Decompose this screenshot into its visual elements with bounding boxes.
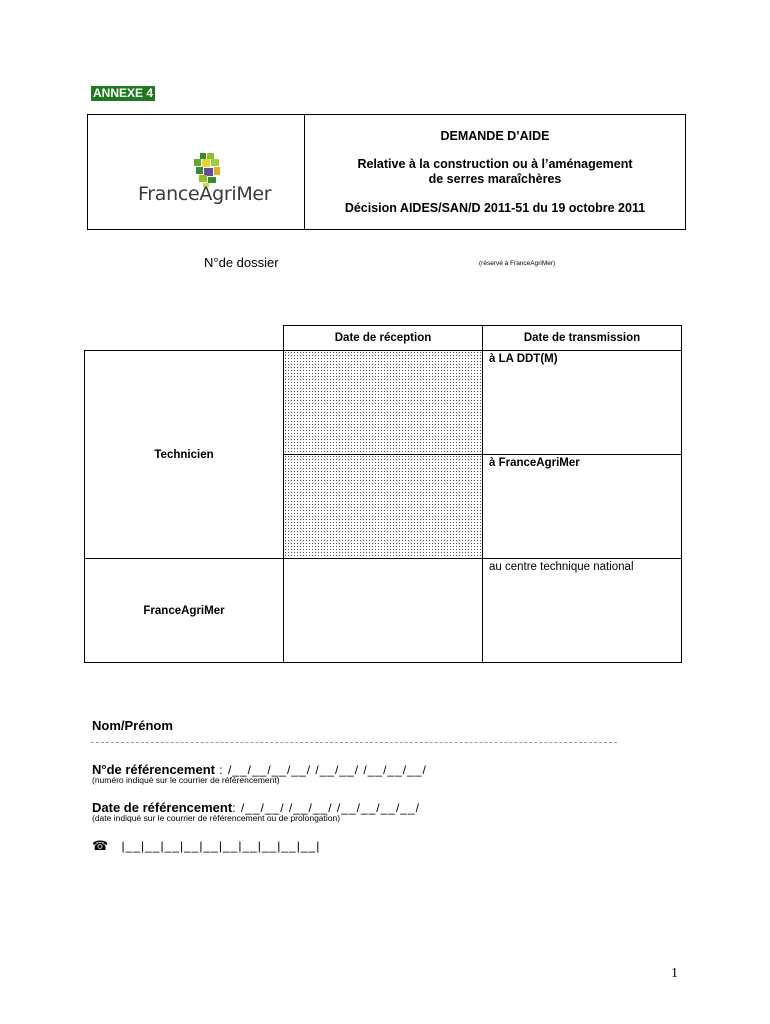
title-cell	[305, 115, 685, 229]
form-title: DEMANDE D’AIDE	[440, 129, 550, 143]
row-header-technicien-label: Technicien	[154, 449, 214, 461]
referencement-date-field[interactable]: : /__/__/ /__/__/ /__/__/__/__/	[232, 801, 420, 815]
transmission-fam-cell	[482, 454, 682, 559]
logo-cell	[88, 115, 305, 229]
row-header-technicien	[84, 350, 284, 559]
reception-technicien-fam-cell	[283, 454, 483, 559]
nom-prenom-label: Nom/Prénom	[92, 718, 173, 733]
referencement-number-label: N°de référencement	[92, 762, 215, 777]
reception-franceagrimer-cell	[283, 558, 483, 663]
row-header-franceagrimer-label: FranceAgriMer	[143, 605, 225, 617]
decision-reference: Décision AIDES/SAN/D 2011-51 du 19 octobre 2011	[344, 201, 646, 215]
phone-row	[92, 838, 320, 854]
dossier-number-label: N°de dossier	[204, 255, 279, 270]
transmission-centre-label: au centre technique national	[489, 561, 634, 573]
form-subtitle-line1: Relative à la construction ou à l’aménagement	[357, 157, 633, 171]
annex-label: ANNEXE 4	[93, 86, 154, 100]
reserved-note: (réservé à FranceAgriMer)	[479, 260, 556, 267]
column-header-reception: Date de réception	[283, 325, 483, 351]
transmission-fam-label: à FranceAgriMer	[489, 457, 580, 469]
page-number: 1	[671, 966, 678, 981]
reception-technicien-ddt-cell	[283, 350, 483, 455]
referencement-date-label: Date de référencement	[92, 800, 233, 815]
transmission-ddt-label: à LA DDT(M)	[489, 353, 558, 365]
referencement-number-field[interactable]: : /__/__/__/__/ /__/__/ /__/__/__/	[214, 763, 427, 777]
row-header-franceagrimer	[84, 558, 284, 663]
nom-prenom-line[interactable]	[91, 742, 617, 743]
franceagrimer-logo-icon	[194, 153, 220, 187]
column-header-transmission: Date de transmission	[482, 325, 682, 351]
phone-icon: ☎	[92, 838, 109, 853]
header-table	[87, 114, 686, 230]
transmission-ddt-cell	[482, 350, 682, 455]
referencement-date-note: (date indiqué sur le courrier de référencement ou de prolongation)	[92, 813, 341, 823]
logo-text: FranceAgriMer	[138, 183, 272, 205]
phone-field[interactable]: |__|__|__|__|__|__|__|__|__|__|	[121, 839, 321, 853]
referencement-number-note: (numéro indiqué sur le courrier de référencement)	[92, 775, 280, 785]
transmission-centre-cell	[482, 558, 682, 663]
form-subtitle-line2: de serres maraîchères	[428, 172, 562, 186]
